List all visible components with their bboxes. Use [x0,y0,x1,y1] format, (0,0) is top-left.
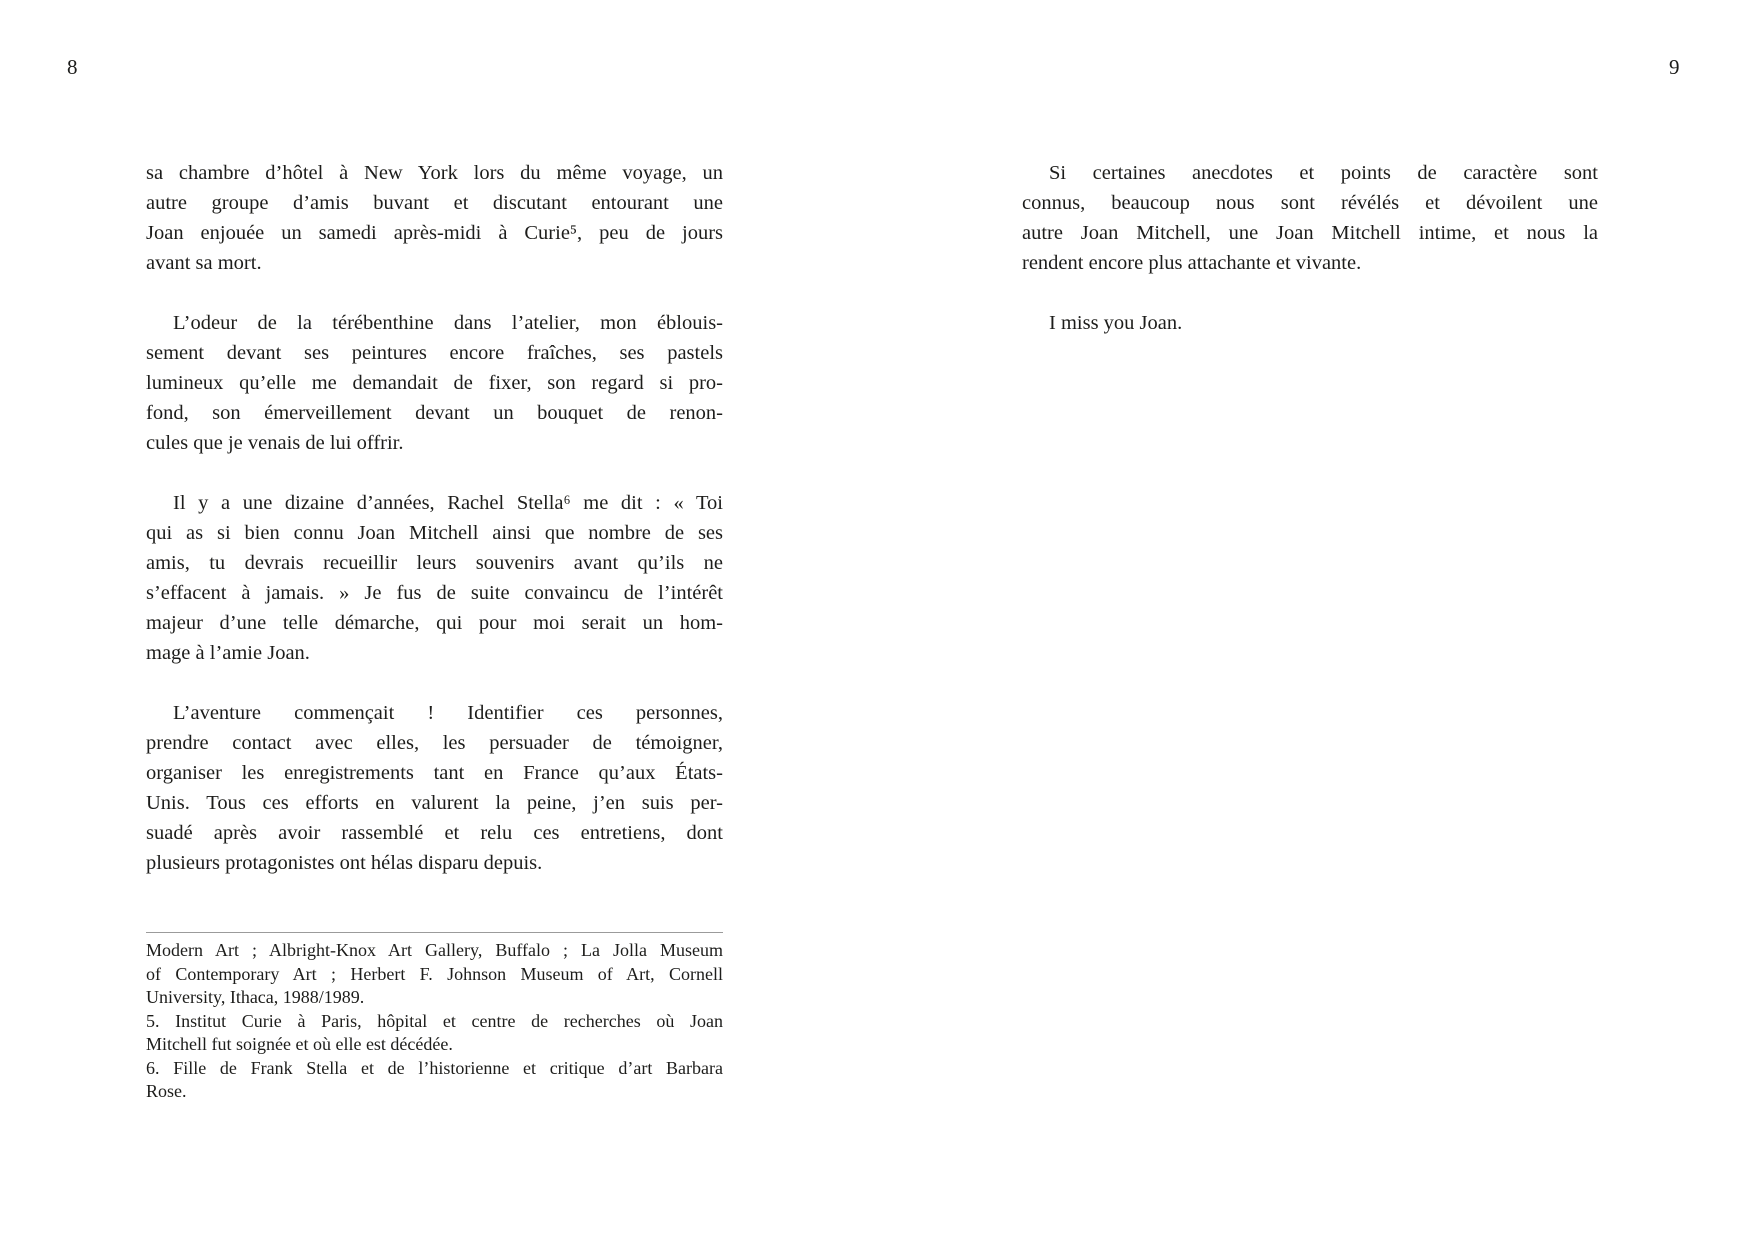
text-line: L’odeur de la térébenthine dans l’atelier, mon éblouis- [173,312,723,334]
text-line: Il y a une dizaine d’années, Rachel Stella⁶ me dit : « Toi [173,492,723,514]
text-line: avant sa mort. [146,252,262,274]
paragraph [146,158,723,278]
text-line: autre groupe d’amis buvant et discutant entourant une [146,192,723,214]
text-line: Unis. Tous ces efforts en valurent la peine, j’en suis per- [146,792,723,814]
text-line: sement devant ses peintures encore fraîches, ses pastels [146,342,723,364]
page-number: 8 [67,55,78,79]
text-line: cules que je venais de lui offrir. [146,432,404,454]
text-line: L’aventure commençait ! Identifier ces personnes, [173,702,723,724]
footnote-line: 6. Fille de Frank Stella et de l’historienne et critique d’art Barbara [146,1057,723,1078]
text-line: qui as si bien connu Joan Mitchell ainsi que nombre de ses [146,522,723,544]
text-line: I miss you Joan. [1049,312,1183,334]
page-right [874,0,1748,1240]
footnote-group [146,1057,723,1104]
text-line: mage à l’amie Joan. [146,642,310,664]
text-line: organiser les enregistrements tant en France qu’aux États- [146,762,723,784]
text-line: lumineux qu’elle me demandait de fixer, son regard si pro- [146,372,723,394]
footnote-line: of Contemporary Art ; Herbert F. Johnson Museum of Art, Cornell [146,963,723,984]
text-line: amis, tu devrais recueillir leurs souvenirs avant qu’ils ne [146,552,723,574]
paragraph [146,488,723,668]
text-line: rendent encore plus attachante et vivante. [1022,252,1362,274]
text-line: Joan enjouée un samedi après-midi à Curie⁵, peu de jours [146,222,723,244]
text-line: autre Joan Mitchell, une Joan Mitchell intime, et nous la [1022,222,1598,244]
paragraph [146,308,723,458]
footnote-line: Rose. [146,1081,187,1101]
text-line: s’effacent à jamais. » Je fus de suite convaincu de l’intérêt [146,582,723,604]
text-line: majeur d’une telle démarche, qui pour moi serait un hom- [146,612,723,634]
text-line: fond, son émerveillement devant un bouquet de renon- [146,402,723,424]
footnote-line: University, Ithaca, 1988/1989. [146,987,365,1007]
paragraph [1022,308,1598,338]
text-line: connus, beaucoup nous sont révélés et dévoilent une [1022,192,1598,214]
text-line: suadé après avoir rassemblé et relu ces entretiens, dont [146,822,723,844]
footnote-group [146,1010,723,1057]
text-column [1022,158,1598,338]
footnotes [146,939,723,1104]
footnote-rule [146,932,723,933]
footnote-line: 5. Institut Curie à Paris, hôpital et centre de recherches où Joan [146,1010,723,1031]
footnote-line: Mitchell fut soignée et où elle est décédée. [146,1034,453,1054]
footnote-line: Modern Art ; Albright-Knox Art Gallery, Buffalo ; La Jolla Museum [146,940,723,960]
footnote-group [146,939,723,1010]
text-line: plusieurs protagonistes ont hélas disparu depuis. [146,852,543,874]
text-line: prendre contact avec elles, les persuader de témoigner, [146,732,723,754]
text-line: sa chambre d’hôtel à New York lors du même voyage, un [146,162,723,184]
text-line: Si certaines anecdotes et points de caractère sont [1049,162,1598,184]
paragraph [1022,158,1598,278]
text-column [146,158,723,1104]
paragraph [146,698,723,878]
page-number: 9 [1669,55,1680,79]
